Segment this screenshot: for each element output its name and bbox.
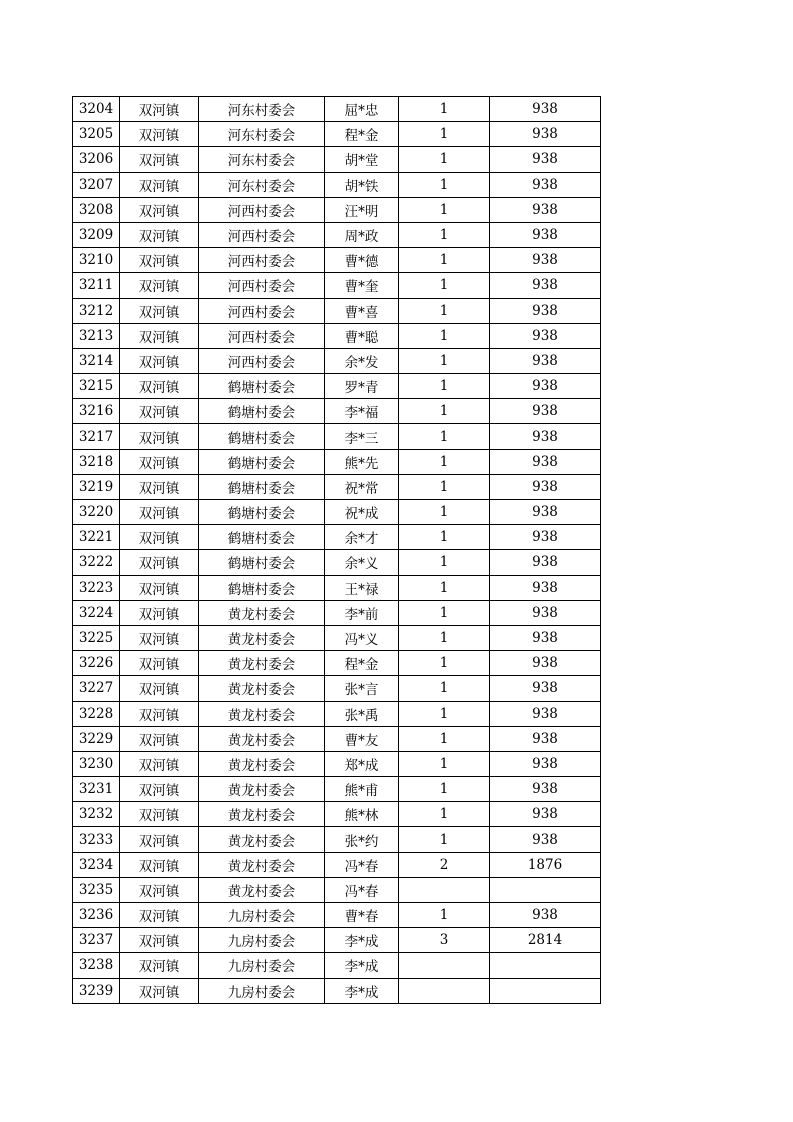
- count-cell: 1: [399, 600, 490, 625]
- amount-cell: 938: [490, 273, 601, 298]
- village-committee-cell: 鹤塘村委会: [199, 525, 325, 550]
- count-cell: 1: [399, 273, 490, 298]
- town-cell: 双河镇: [120, 852, 199, 877]
- amount-cell: 938: [490, 147, 601, 172]
- table-row: [73, 399, 601, 424]
- amount-cell: 938: [490, 197, 601, 222]
- village-committee-cell: 黄龙村委会: [199, 676, 325, 701]
- amount-cell: 938: [490, 248, 601, 273]
- town-cell: 双河镇: [120, 122, 199, 147]
- name-cell: 张*约: [325, 827, 399, 852]
- name-cell: 胡*铁: [325, 172, 399, 197]
- count-cell: 1: [399, 676, 490, 701]
- row-number-cell: 3213: [73, 323, 120, 348]
- name-cell: 胡*堂: [325, 147, 399, 172]
- name-cell: 李*成: [325, 953, 399, 978]
- table-row: [73, 928, 601, 953]
- count-cell: 1: [399, 399, 490, 424]
- table-row: [73, 550, 601, 575]
- village-committee-cell: 黄龙村委会: [199, 802, 325, 827]
- town-cell: 双河镇: [120, 525, 199, 550]
- row-number-cell: 3228: [73, 701, 120, 726]
- table-row: [73, 273, 601, 298]
- count-cell: 1: [399, 374, 490, 399]
- amount-cell: 938: [490, 97, 601, 122]
- amount-cell: [490, 877, 601, 902]
- town-cell: 双河镇: [120, 197, 199, 222]
- table-row: [73, 298, 601, 323]
- name-cell: 冯*春: [325, 877, 399, 902]
- village-committee-cell: 鹤塘村委会: [199, 500, 325, 525]
- row-number-cell: 3224: [73, 600, 120, 625]
- village-committee-cell: 鹤塘村委会: [199, 474, 325, 499]
- village-committee-cell: 黄龙村委会: [199, 651, 325, 676]
- count-cell: 1: [399, 651, 490, 676]
- town-cell: 双河镇: [120, 248, 199, 273]
- count-cell: 1: [399, 449, 490, 474]
- town-cell: 双河镇: [120, 222, 199, 247]
- row-number-cell: 3226: [73, 651, 120, 676]
- table-row: [73, 625, 601, 650]
- table-row: [73, 424, 601, 449]
- row-number-cell: 3239: [73, 978, 120, 1003]
- table-row: [73, 701, 601, 726]
- count-cell: 1: [399, 298, 490, 323]
- village-committee-cell: 黄龙村委会: [199, 827, 325, 852]
- village-committee-cell: 河东村委会: [199, 97, 325, 122]
- amount-cell: 938: [490, 802, 601, 827]
- row-number-cell: 3216: [73, 399, 120, 424]
- row-number-cell: 3236: [73, 903, 120, 928]
- row-number-cell: 3231: [73, 777, 120, 802]
- count-cell: 3: [399, 928, 490, 953]
- village-committee-cell: 鹤塘村委会: [199, 424, 325, 449]
- table-row: [73, 197, 601, 222]
- name-cell: 曹*德: [325, 248, 399, 273]
- village-committee-cell: 河东村委会: [199, 147, 325, 172]
- amount-cell: 1876: [490, 852, 601, 877]
- amount-cell: 938: [490, 625, 601, 650]
- row-number-cell: 3214: [73, 348, 120, 373]
- town-cell: 双河镇: [120, 802, 199, 827]
- row-number-cell: 3232: [73, 802, 120, 827]
- amount-cell: 938: [490, 172, 601, 197]
- count-cell: 1: [399, 525, 490, 550]
- count-cell: 1: [399, 827, 490, 852]
- table-row: [73, 777, 601, 802]
- row-number-cell: 3212: [73, 298, 120, 323]
- row-number-cell: 3233: [73, 827, 120, 852]
- name-cell: 曹*友: [325, 726, 399, 751]
- row-number-cell: 3215: [73, 374, 120, 399]
- amount-cell: 938: [490, 827, 601, 852]
- count-cell: 1: [399, 802, 490, 827]
- count-cell: 1: [399, 323, 490, 348]
- table-row: [73, 575, 601, 600]
- table-row: [73, 172, 601, 197]
- name-cell: 熊*林: [325, 802, 399, 827]
- name-cell: 罗*青: [325, 374, 399, 399]
- table-row: [73, 97, 601, 122]
- village-committee-cell: 黄龙村委会: [199, 751, 325, 776]
- amount-cell: [490, 978, 601, 1003]
- row-number-cell: 3234: [73, 852, 120, 877]
- row-number-cell: 3230: [73, 751, 120, 776]
- row-number-cell: 3220: [73, 500, 120, 525]
- name-cell: 祝*成: [325, 500, 399, 525]
- row-number-cell: 3219: [73, 474, 120, 499]
- row-number-cell: 3237: [73, 928, 120, 953]
- count-cell: 1: [399, 97, 490, 122]
- village-committee-cell: 河西村委会: [199, 222, 325, 247]
- town-cell: 双河镇: [120, 500, 199, 525]
- name-cell: 李*前: [325, 600, 399, 625]
- count-cell: 1: [399, 248, 490, 273]
- village-committee-cell: 鹤塘村委会: [199, 575, 325, 600]
- count-cell: 1: [399, 197, 490, 222]
- name-cell: 余*义: [325, 550, 399, 575]
- amount-cell: 938: [490, 525, 601, 550]
- name-cell: 周*政: [325, 222, 399, 247]
- amount-cell: 938: [490, 298, 601, 323]
- count-cell: 1: [399, 903, 490, 928]
- count-cell: 1: [399, 751, 490, 776]
- count-cell: 1: [399, 500, 490, 525]
- amount-cell: 938: [490, 777, 601, 802]
- amount-cell: 938: [490, 701, 601, 726]
- amount-cell: 938: [490, 600, 601, 625]
- village-committee-cell: 河西村委会: [199, 298, 325, 323]
- table-row: [73, 877, 601, 902]
- village-committee-cell: 黄龙村委会: [199, 600, 325, 625]
- town-cell: 双河镇: [120, 374, 199, 399]
- town-cell: 双河镇: [120, 827, 199, 852]
- name-cell: 祝*常: [325, 474, 399, 499]
- town-cell: 双河镇: [120, 399, 199, 424]
- row-number-cell: 3235: [73, 877, 120, 902]
- village-committee-cell: 河西村委会: [199, 273, 325, 298]
- amount-cell: 2814: [490, 928, 601, 953]
- row-number-cell: 3223: [73, 575, 120, 600]
- village-committee-cell: 河西村委会: [199, 248, 325, 273]
- table-row: [73, 676, 601, 701]
- town-cell: 双河镇: [120, 903, 199, 928]
- row-number-cell: 3207: [73, 172, 120, 197]
- town-cell: 双河镇: [120, 676, 199, 701]
- amount-cell: 938: [490, 348, 601, 373]
- table-row: [73, 978, 601, 1003]
- name-cell: 李*三: [325, 424, 399, 449]
- name-cell: 李*福: [325, 399, 399, 424]
- count-cell: 1: [399, 474, 490, 499]
- town-cell: 双河镇: [120, 424, 199, 449]
- name-cell: 余*才: [325, 525, 399, 550]
- table-row: [73, 122, 601, 147]
- town-cell: 双河镇: [120, 172, 199, 197]
- name-cell: 熊*甫: [325, 777, 399, 802]
- table-row: [73, 323, 601, 348]
- count-cell: [399, 978, 490, 1003]
- name-cell: 程*金: [325, 651, 399, 676]
- table-body: [73, 97, 601, 1004]
- count-cell: 1: [399, 777, 490, 802]
- town-cell: 双河镇: [120, 449, 199, 474]
- row-number-cell: 3227: [73, 676, 120, 701]
- village-committee-cell: 黄龙村委会: [199, 726, 325, 751]
- row-number-cell: 3208: [73, 197, 120, 222]
- amount-cell: 938: [490, 903, 601, 928]
- amount-cell: 938: [490, 726, 601, 751]
- count-cell: 1: [399, 575, 490, 600]
- town-cell: 双河镇: [120, 147, 199, 172]
- row-number-cell: 3222: [73, 550, 120, 575]
- table-row: [73, 751, 601, 776]
- table-row: [73, 500, 601, 525]
- count-cell: 1: [399, 222, 490, 247]
- row-number-cell: 3205: [73, 122, 120, 147]
- town-cell: 双河镇: [120, 701, 199, 726]
- row-number-cell: 3217: [73, 424, 120, 449]
- village-committee-cell: 九房村委会: [199, 928, 325, 953]
- town-cell: 双河镇: [120, 323, 199, 348]
- count-cell: 1: [399, 625, 490, 650]
- village-committee-cell: 黄龙村委会: [199, 852, 325, 877]
- table-row: [73, 600, 601, 625]
- name-cell: 李*成: [325, 928, 399, 953]
- town-cell: 双河镇: [120, 726, 199, 751]
- table-row: [73, 374, 601, 399]
- row-number-cell: 3204: [73, 97, 120, 122]
- count-cell: [399, 877, 490, 902]
- table-row: [73, 903, 601, 928]
- name-cell: 程*金: [325, 122, 399, 147]
- table-row: [73, 651, 601, 676]
- name-cell: 曹*奎: [325, 273, 399, 298]
- village-committee-cell: 河东村委会: [199, 172, 325, 197]
- row-number-cell: 3229: [73, 726, 120, 751]
- town-cell: 双河镇: [120, 928, 199, 953]
- amount-cell: 938: [490, 222, 601, 247]
- village-committee-cell: 鹤塘村委会: [199, 399, 325, 424]
- village-committee-cell: 九房村委会: [199, 978, 325, 1003]
- village-committee-cell: 黄龙村委会: [199, 701, 325, 726]
- name-cell: 冯*春: [325, 852, 399, 877]
- amount-cell: 938: [490, 323, 601, 348]
- village-committee-cell: 黄龙村委会: [199, 625, 325, 650]
- town-cell: 双河镇: [120, 550, 199, 575]
- town-cell: 双河镇: [120, 298, 199, 323]
- name-cell: 熊*先: [325, 449, 399, 474]
- count-cell: 1: [399, 701, 490, 726]
- count-cell: 1: [399, 348, 490, 373]
- town-cell: 双河镇: [120, 273, 199, 298]
- name-cell: 张*禹: [325, 701, 399, 726]
- name-cell: 郑*成: [325, 751, 399, 776]
- row-number-cell: 3206: [73, 147, 120, 172]
- village-committee-cell: 河东村委会: [199, 122, 325, 147]
- amount-cell: 938: [490, 122, 601, 147]
- town-cell: 双河镇: [120, 651, 199, 676]
- table-row: [73, 802, 601, 827]
- village-committee-cell: 九房村委会: [199, 953, 325, 978]
- table-row: [73, 726, 601, 751]
- amount-cell: 938: [490, 374, 601, 399]
- town-cell: 双河镇: [120, 953, 199, 978]
- village-committee-cell: 鹤塘村委会: [199, 374, 325, 399]
- name-cell: 屈*忠: [325, 97, 399, 122]
- town-cell: 双河镇: [120, 625, 199, 650]
- count-cell: 1: [399, 424, 490, 449]
- amount-cell: 938: [490, 399, 601, 424]
- table-row: [73, 827, 601, 852]
- row-number-cell: 3238: [73, 953, 120, 978]
- town-cell: 双河镇: [120, 600, 199, 625]
- town-cell: 双河镇: [120, 97, 199, 122]
- row-number-cell: 3209: [73, 222, 120, 247]
- row-number-cell: 3221: [73, 525, 120, 550]
- village-committee-cell: 黄龙村委会: [199, 777, 325, 802]
- amount-cell: 938: [490, 500, 601, 525]
- village-committee-cell: 河西村委会: [199, 197, 325, 222]
- amount-cell: 938: [490, 550, 601, 575]
- name-cell: 余*发: [325, 348, 399, 373]
- amount-cell: [490, 953, 601, 978]
- row-number-cell: 3211: [73, 273, 120, 298]
- count-cell: 2: [399, 852, 490, 877]
- village-committee-cell: 河西村委会: [199, 348, 325, 373]
- amount-cell: 938: [490, 424, 601, 449]
- data-table: [72, 96, 601, 1004]
- village-committee-cell: 鹤塘村委会: [199, 449, 325, 474]
- amount-cell: 938: [490, 575, 601, 600]
- count-cell: 1: [399, 550, 490, 575]
- name-cell: 冯*义: [325, 625, 399, 650]
- count-cell: 1: [399, 726, 490, 751]
- amount-cell: 938: [490, 449, 601, 474]
- town-cell: 双河镇: [120, 777, 199, 802]
- town-cell: 双河镇: [120, 751, 199, 776]
- amount-cell: 938: [490, 651, 601, 676]
- table-row: [73, 525, 601, 550]
- table-row: [73, 348, 601, 373]
- village-committee-cell: 黄龙村委会: [199, 877, 325, 902]
- table-row: [73, 953, 601, 978]
- table-row: [73, 474, 601, 499]
- row-number-cell: 3218: [73, 449, 120, 474]
- count-cell: 1: [399, 147, 490, 172]
- town-cell: 双河镇: [120, 575, 199, 600]
- town-cell: 双河镇: [120, 877, 199, 902]
- name-cell: 汪*明: [325, 197, 399, 222]
- table-row: [73, 222, 601, 247]
- count-cell: 1: [399, 172, 490, 197]
- town-cell: 双河镇: [120, 978, 199, 1003]
- name-cell: 张*言: [325, 676, 399, 701]
- row-number-cell: 3210: [73, 248, 120, 273]
- amount-cell: 938: [490, 474, 601, 499]
- amount-cell: 938: [490, 676, 601, 701]
- table-row: [73, 147, 601, 172]
- name-cell: 李*成: [325, 978, 399, 1003]
- table-row: [73, 449, 601, 474]
- village-committee-cell: 九房村委会: [199, 903, 325, 928]
- count-cell: 1: [399, 122, 490, 147]
- name-cell: 曹*喜: [325, 298, 399, 323]
- town-cell: 双河镇: [120, 474, 199, 499]
- town-cell: 双河镇: [120, 348, 199, 373]
- name-cell: 曹*聪: [325, 323, 399, 348]
- table-row: [73, 248, 601, 273]
- amount-cell: 938: [490, 751, 601, 776]
- row-number-cell: 3225: [73, 625, 120, 650]
- village-committee-cell: 鹤塘村委会: [199, 550, 325, 575]
- count-cell: [399, 953, 490, 978]
- name-cell: 王*禄: [325, 575, 399, 600]
- village-committee-cell: 河西村委会: [199, 323, 325, 348]
- table-row: [73, 852, 601, 877]
- name-cell: 曹*春: [325, 903, 399, 928]
